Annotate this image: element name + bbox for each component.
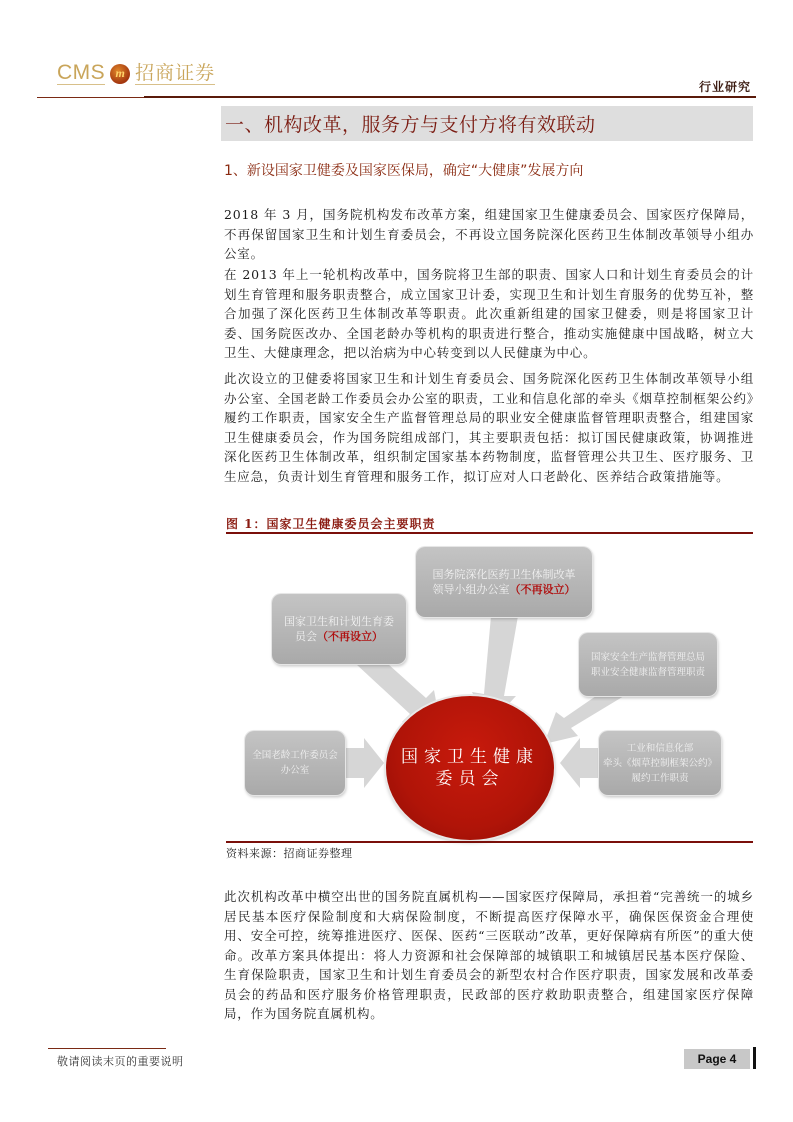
- box-text: 履约工作职责: [631, 772, 689, 784]
- box-text: 国家卫生和计划生育委: [284, 615, 394, 628]
- header-divider-right: [144, 96, 756, 98]
- figure-bottom-rule: [226, 841, 753, 843]
- box-text: 牵头《烟草控制框架公约》: [602, 757, 717, 769]
- report-category: 行业研究: [698, 80, 751, 94]
- figure-title: 图 1：国家卫生健康委员会主要职责: [226, 517, 436, 531]
- org-diagram: [226, 536, 753, 841]
- logo-text-en: CMS: [57, 61, 106, 84]
- page-number: Page 4: [684, 1049, 750, 1069]
- logo-text-cn: 招商证券: [135, 62, 216, 84]
- box-note: （不再设立）: [509, 583, 576, 596]
- arrow-icon: [560, 738, 599, 788]
- body-paragraph: 此次机构改革中横空出世的国务院直属机构——国家医疗保障局，承担着“完善统一的城乡居民基本医疗保险制度和大病保险制度，不断提高医疗保障水平，确保医保资金合理使用、安全可控，统筹推进医疗、医保、医药“三医联动”改革，更好保障病有所医”的重大使命。改革方案具体提出：将人力资源和社会保障部的城镇职工和城镇居民基本医疗保险、生育保险职责，国家卫生和计划生育委员会的新型农村合作医疗职责，国家发展和改革委员会的药品和医疗服务价格管理职责，民政部的医疗救助职责整合，组建国家医疗保障局，作为国务院直属机构。: [224, 889, 754, 1021]
- figure-source: 资料来源：招商证券整理: [226, 847, 353, 860]
- box-text: 员会: [295, 630, 317, 643]
- center-nhc-ellipse: 国家卫生健康委员会: [386, 696, 554, 840]
- body-paragraph: 在 2013 年上一轮机构改革中，国务院将卫生部的职责、国家人口和计划生育委员会的计划生育管理和服务职责整合，成立国家卫计委，实现卫生和计划生育服务的优势互补，整合加强了深化医药卫生体制改革等职责。此次重新组建的国家卫健委，则是将国家卫计委、国务院医改办、全国老龄办等机构的职责进行整合，推动实施健康中国战略，树立大卫生、大健康理念，把以治病为中心转变到以人民健康为中心。: [224, 267, 754, 360]
- figure-top-rule: [226, 532, 753, 534]
- box-text: 国家安全生产监督管理总局: [590, 651, 705, 663]
- footer-divider: [48, 1048, 166, 1049]
- body-paragraph: 此次设立的卫健委将国家卫生和计划生育委员会、国务院深化医药卫生体制改革领导小组办公室、全国老龄工作委员会办公室的职责，工业和信息化部的牵头《烟草控制框架公约》履约工作职责，国家安全生产监督管理总局的职业安全健康监督管理职责整合，组建国家卫生健康委员会，作为国务院组成部门，其主要职责包括：拟订国民健康政策，协调推进深化医药卫生体制改革，组织制定国家基本药物制度，监督管理公共卫生、医疗服务、卫生应急，负责计划生育管理和服务工作，拟订应对人口老龄化、医养结合政策措施等。: [224, 371, 754, 484]
- header-divider-left: [37, 97, 144, 98]
- box-reform-leading-group: [416, 547, 592, 617]
- box-text: 全国老龄工作委员会: [252, 750, 338, 761]
- box-work-safety-admin: [579, 633, 717, 696]
- box-aging-committee-office: [245, 731, 345, 795]
- box-miit-tobacco: [599, 731, 721, 795]
- arrow-icon: [345, 738, 384, 788]
- logo-badge-icon: m: [110, 64, 130, 84]
- box-text: 办公室: [280, 765, 310, 776]
- body-paragraph: 2018 年 3 月，国务院机构发布改革方案，组建国家卫生健康委员会、国家医疗保障局，不再保留国家卫生和计划生育委员会，不再设立国务院深化医药卫生体制改革领导小组办公室。: [224, 207, 754, 261]
- subsection-title: 1、新设国家卫健委及国家医保局，确定“大健康”发展方向: [224, 163, 584, 179]
- footer-disclaimer-note: 敬请阅读末页的重要说明: [57, 1055, 184, 1068]
- box-text: 工业和信息化部: [626, 742, 694, 754]
- box-text: 国务院深化医药卫生体制改革: [432, 568, 576, 581]
- box-note: （不再设立）: [317, 630, 383, 643]
- section-title: 一、机构改革，服务方与支付方将有效联动: [221, 106, 753, 141]
- box-family-planning-commission: [272, 594, 406, 664]
- box-text: 领导小组办公室: [432, 583, 510, 596]
- page-number-bar: [753, 1047, 756, 1069]
- box-text: 职业安全健康监督管理职责: [590, 666, 705, 678]
- company-logo: [57, 62, 215, 85]
